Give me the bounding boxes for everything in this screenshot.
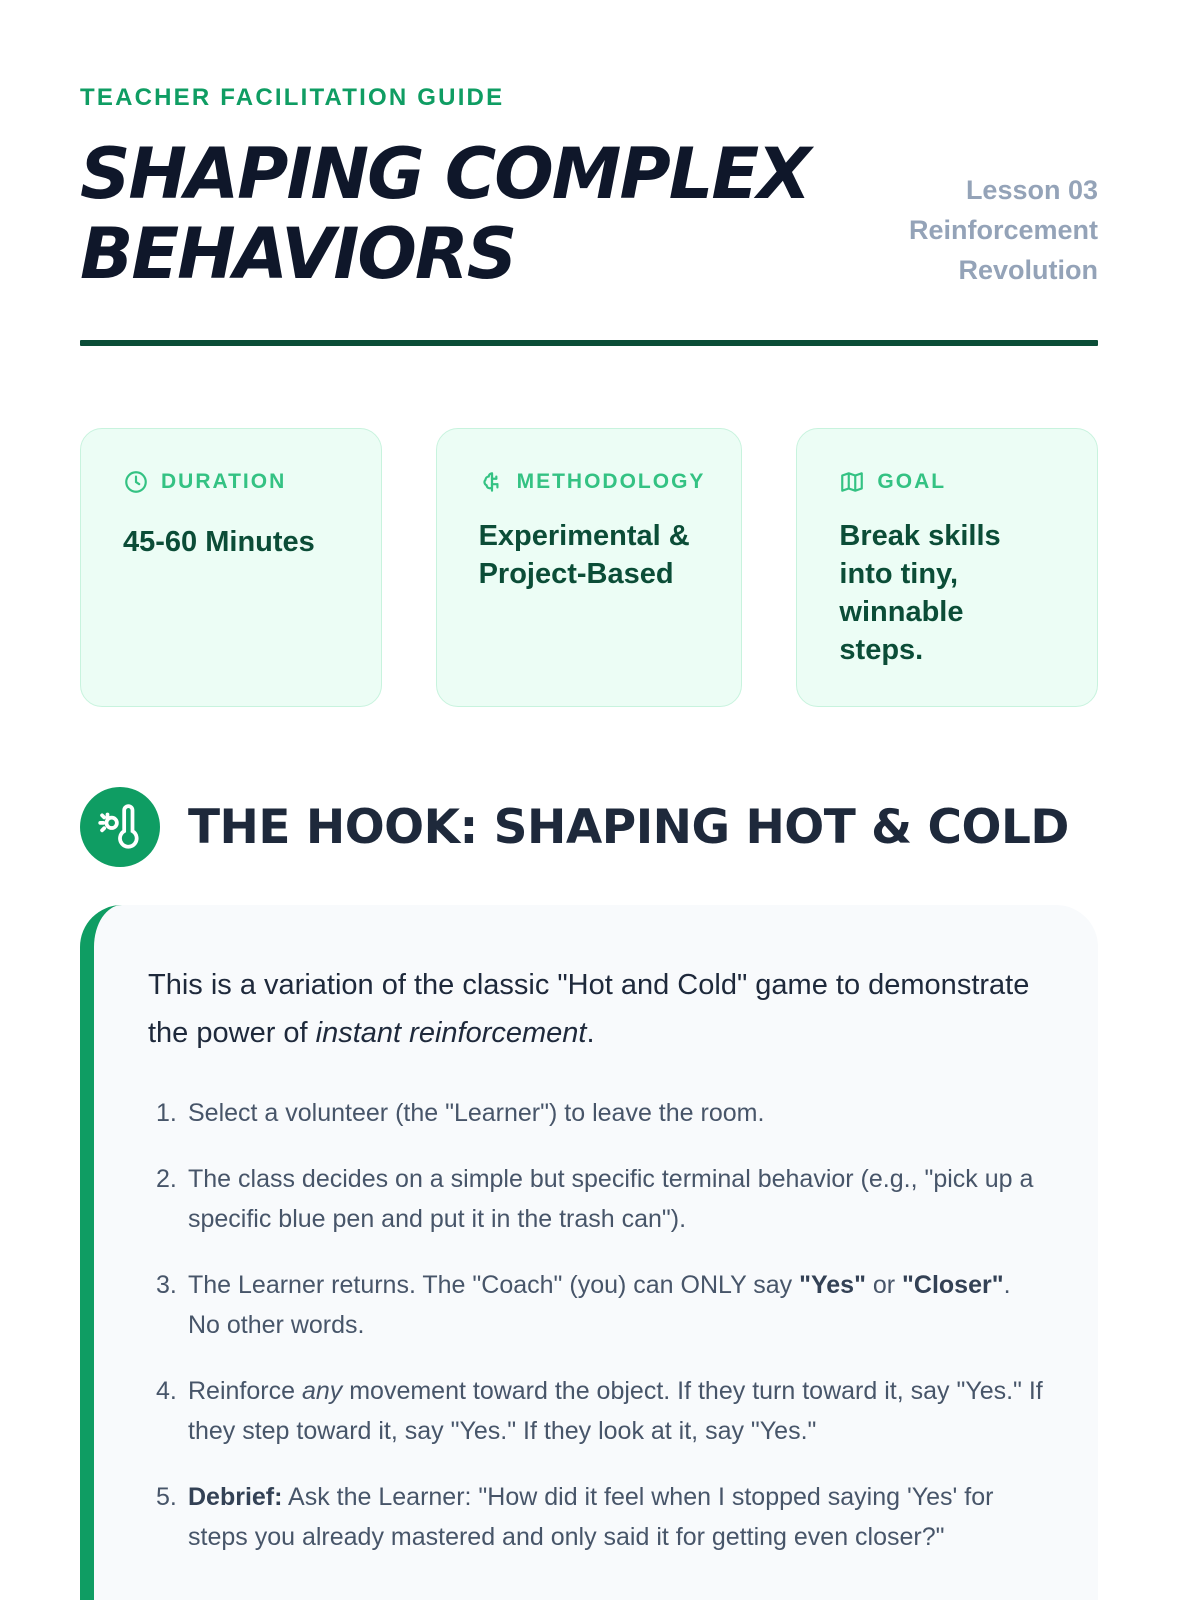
- card-methodology: [436, 428, 743, 707]
- step-text: The Learner returns. The "Coach" (you) can ONLY say: [188, 1271, 800, 1299]
- card-value: 45-60 Minutes: [123, 526, 315, 558]
- section-header: [80, 787, 1098, 867]
- step-text: or: [865, 1271, 903, 1299]
- hook-callout: [80, 905, 1098, 1600]
- lesson-topic-1: Reinforcement: [908, 215, 1098, 245]
- list-item: [148, 1477, 1048, 1557]
- card-value: Experimental & Project-Based: [478, 520, 690, 590]
- header: [80, 0, 1098, 348]
- list-item: [148, 1371, 1048, 1451]
- step-number: 2.: [156, 1165, 177, 1193]
- card-head: [123, 469, 345, 495]
- list-item: [148, 1093, 1048, 1133]
- step-number: 3.: [156, 1271, 177, 1299]
- section-icon: [80, 787, 160, 867]
- step-text: . No other words.: [188, 1271, 1011, 1339]
- step-text: Ask the Learner: "How did it feel when I stopped saying 'Yes' for steps you already mastered and only said it for getting even closer?": [188, 1483, 994, 1551]
- title-line-2: BEHAVIORS: [80, 213, 516, 295]
- step-bold: Debrief:: [188, 1483, 283, 1511]
- list-item: [148, 1159, 1048, 1239]
- step-bold: "Yes": [799, 1271, 866, 1299]
- card-duration: [80, 428, 382, 707]
- lesson-number: Lesson 03: [965, 175, 1098, 205]
- lesson-topic-2: Revolution: [958, 255, 1098, 285]
- step-text: The class decides on a simple but specific terminal behavior (e.g., "pick up a specific blue pen and put it in the trash can").: [188, 1165, 1034, 1233]
- card-label: METHODOLOGY: [516, 470, 706, 493]
- thermometer-sun-icon: [95, 802, 145, 852]
- header-divider: [80, 340, 1098, 346]
- intro-part: This is a variation of the classic "Hot and Cold" game to demonstrate the power of: [148, 969, 1030, 1049]
- card-head: [839, 469, 1061, 495]
- step-text: Reinforce: [188, 1377, 302, 1405]
- step-emphasis: any: [301, 1377, 343, 1405]
- page-title: [80, 134, 900, 294]
- list-item: [148, 1265, 1048, 1345]
- step-bold: "Closer": [902, 1271, 1004, 1299]
- card-value: Break skills into tiny, winnable steps.: [839, 520, 1001, 666]
- steps-list: [148, 1093, 1048, 1557]
- card-goal: [796, 428, 1098, 707]
- info-cards: [80, 428, 1098, 707]
- step-text: movement toward the object. If they turn toward it, say "Yes." If they step toward it, say "Yes." If they look at it, say "Yes.": [188, 1377, 1043, 1445]
- card-label: GOAL: [877, 470, 947, 493]
- lesson-meta: [909, 170, 1098, 290]
- eyebrow: TEACHER FACILITATION GUIDE: [80, 84, 505, 111]
- step-number: 4.: [156, 1377, 177, 1405]
- map-icon: [839, 469, 865, 495]
- clock-icon: [123, 469, 149, 495]
- title-line-1: SHAPING COMPLEX: [80, 133, 810, 215]
- intro-text: [148, 961, 1048, 1057]
- step-number: 1.: [156, 1099, 177, 1127]
- brain-icon: [479, 469, 505, 495]
- intro-emphasis: instant reinforcement: [315, 1017, 587, 1049]
- card-label: DURATION: [161, 470, 287, 493]
- step-text: Select a volunteer (the "Learner") to leave the room.: [188, 1099, 765, 1127]
- card-head: [479, 469, 706, 495]
- intro-part: .: [586, 1017, 595, 1049]
- section-title: THE HOOK: SHAPING HOT & COLD: [188, 799, 1069, 855]
- step-number: 5.: [156, 1483, 177, 1511]
